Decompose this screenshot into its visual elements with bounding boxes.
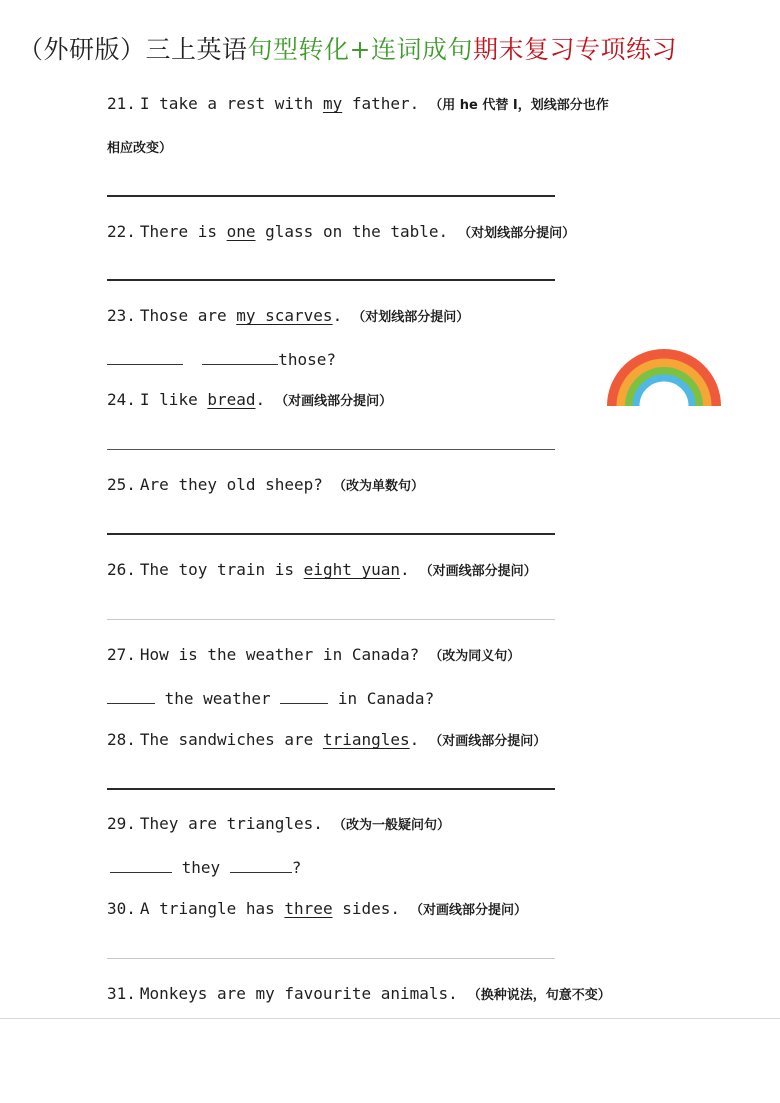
question-number: 29.	[107, 814, 136, 833]
answer-line[interactable]	[107, 619, 555, 620]
title-part-2: 句型转化+连词成句	[247, 35, 473, 64]
answer-blank[interactable]	[110, 856, 172, 873]
question-instruction: （改为同义句）	[429, 649, 521, 664]
question-30	[107, 898, 527, 922]
question-number: 21.	[107, 94, 136, 113]
underlined-part: triangles	[322, 730, 410, 749]
question-text: There is	[139, 222, 227, 241]
question-number: 28.	[107, 730, 136, 749]
question-number: 30.	[107, 899, 136, 918]
underlined-part: bread	[207, 390, 256, 409]
page-title	[18, 30, 677, 70]
question-instruction: （用 he 代替 I，划线部分也作	[429, 98, 609, 113]
answer-text: in Canada?	[328, 689, 435, 708]
question-instruction: （改为一般疑问句）	[332, 818, 450, 833]
question-29	[107, 813, 450, 837]
question-instruction: （对画线部分提问）	[275, 394, 393, 409]
title-part-3: 期末复习专项练习	[472, 35, 677, 64]
question-text: I take a rest with	[139, 94, 323, 113]
question-text-end: .	[409, 730, 420, 749]
question-instruction: （对画线部分提问）	[419, 564, 537, 579]
question-text: Monkeys are my favourite animals.	[139, 984, 458, 1003]
answer-blank[interactable]	[230, 856, 292, 873]
question-instruction: （对划线部分提问）	[352, 310, 470, 325]
question-text: The toy train is	[139, 560, 304, 579]
underlined-part: three	[284, 899, 333, 918]
answer-line[interactable]	[107, 195, 555, 197]
question-28	[107, 729, 546, 753]
question-text: The sandwiches are	[139, 730, 323, 749]
question-text: A triangle has	[139, 899, 285, 918]
question-text-end: .	[332, 306, 343, 325]
answer-blank[interactable]	[202, 348, 278, 365]
question-text-end: glass on the table.	[255, 222, 449, 241]
answer-line[interactable]	[107, 958, 555, 959]
answer-text: those?	[278, 350, 337, 369]
title-part-1: （外研版）三上英语	[18, 35, 248, 64]
answer-blank[interactable]	[107, 687, 155, 704]
question-text-end: father.	[342, 94, 420, 113]
answer-text: ?	[291, 858, 302, 877]
question-instruction: （对划线部分提问）	[458, 226, 576, 241]
answer-line[interactable]	[107, 788, 555, 790]
question-instruction: （对画线部分提问）	[429, 734, 547, 749]
question-22	[107, 221, 575, 245]
question-number: 31.	[107, 984, 136, 1003]
question-21-instruction-cont: 相应改变）	[107, 141, 173, 156]
question-text: Are they old sheep?	[139, 475, 323, 494]
answer-23	[107, 348, 336, 371]
question-24	[107, 389, 392, 413]
underlined-part: my	[322, 94, 343, 113]
question-text-end: sides.	[332, 899, 401, 918]
question-text-end: .	[255, 390, 266, 409]
question-instruction: （对画线部分提问）	[410, 903, 528, 918]
answer-text: the weather	[155, 689, 281, 708]
answer-line[interactable]	[107, 279, 555, 281]
question-number: 26.	[107, 560, 136, 579]
underlined-part: one	[226, 222, 256, 241]
answer-blank[interactable]	[107, 348, 183, 365]
question-number: 25.	[107, 475, 136, 494]
answer-blank[interactable]	[280, 687, 328, 704]
question-instruction: （改为单数句）	[332, 479, 424, 494]
question-number: 23.	[107, 306, 136, 325]
question-number: 24.	[107, 390, 136, 409]
question-number: 27.	[107, 645, 136, 664]
answer-line[interactable]	[107, 533, 555, 535]
underlined-part: my scarves	[236, 306, 333, 325]
question-text-end: .	[400, 560, 410, 579]
question-text: Those are	[139, 306, 237, 325]
answer-text: they	[172, 858, 230, 877]
question-text: I like	[139, 390, 208, 409]
question-text: They are triangles.	[139, 814, 323, 833]
underlined-part: eight yuan	[303, 560, 400, 579]
answer-27	[107, 687, 434, 710]
question-23	[107, 305, 469, 329]
question-text: How is the weather in Canada?	[139, 645, 420, 664]
question-26	[107, 559, 537, 583]
answer-29	[110, 856, 301, 879]
question-number: 22.	[107, 222, 136, 241]
answer-line[interactable]	[107, 449, 555, 450]
question-27	[107, 644, 520, 668]
question-25	[107, 474, 424, 498]
question-31	[107, 983, 611, 1007]
page-divider	[0, 1018, 780, 1019]
question-21	[107, 93, 609, 117]
rainbow-icon	[602, 340, 726, 412]
question-instruction: （换种说法，句意不变）	[467, 988, 611, 1003]
